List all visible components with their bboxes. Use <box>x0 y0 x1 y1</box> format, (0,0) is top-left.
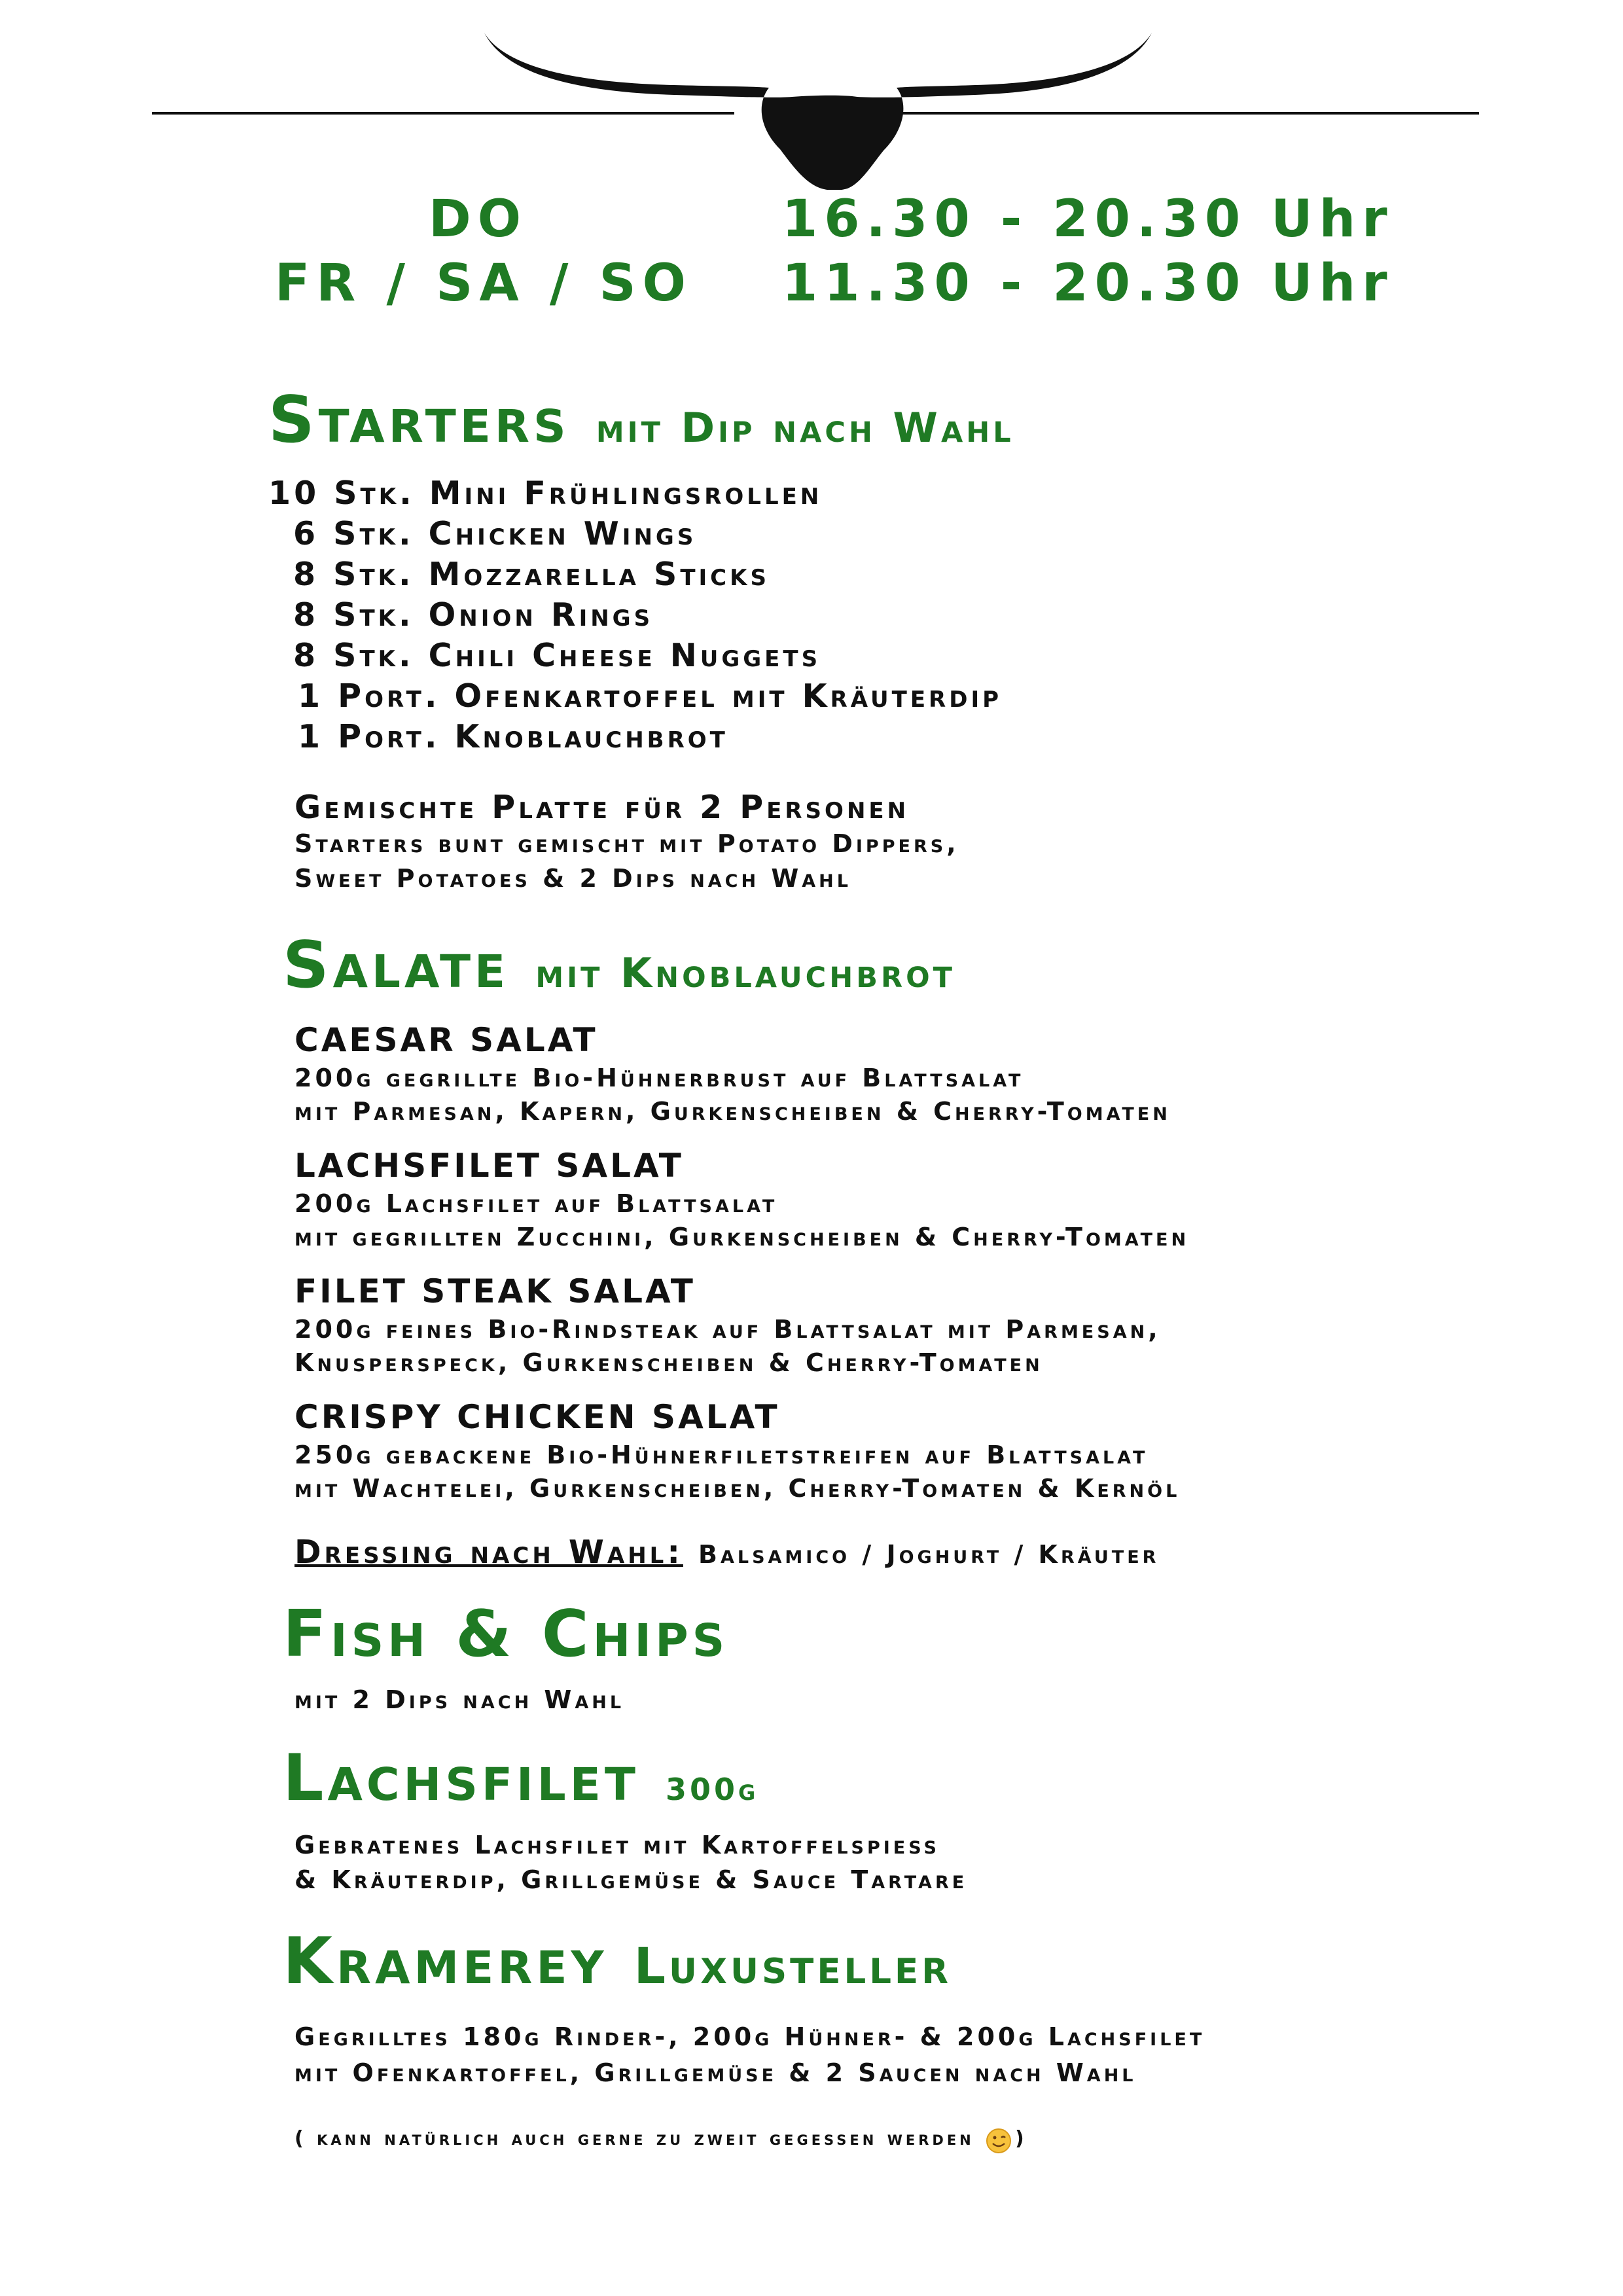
kramerey-heading <box>283 1924 952 1999</box>
starters-heading <box>268 383 1014 457</box>
starter-item: 8 Stk. Onion Rings <box>293 596 654 634</box>
fish-title: Fish & Chips <box>283 1597 729 1672</box>
starter-item: 10 Stk. Mini Frühlingsrollen <box>268 475 823 512</box>
platter-desc: Sweet Potatoes & 2 Dips nach Wahl <box>294 864 851 893</box>
starter-item: 8 Stk. Chili Cheese Nuggets <box>293 637 821 674</box>
dish-desc: 200g feines Bio-Rindsteak auf Blattsalat mit Parmesan, <box>294 1315 1161 1344</box>
fish-desc: mit 2 Dips nach Wahl <box>294 1685 625 1714</box>
lachs-weight: 300g <box>666 1772 759 1807</box>
lachs-title: Lachsfilet <box>283 1741 639 1816</box>
starter-item: 6 Stk. Chicken Wings <box>293 515 697 552</box>
dressing-options: Balsamico / Joghurt / Kräuter <box>698 1540 1160 1569</box>
hours-days-2: FR / SA / SO <box>275 254 692 313</box>
lachs-desc: & Kräuterdip, Grillgemüse & Sauce Tartare <box>294 1865 968 1894</box>
dish-desc: Knusperspeck, Gurkenscheiben & Cherry-Tomaten <box>294 1348 1043 1377</box>
kramerey-subtitle: Luxusteller <box>633 1937 952 1995</box>
kramerey-desc: Gegrilltes 180g Rinder-, 200g Hühner- & 200g Lachsfilet <box>294 2022 1205 2051</box>
salate-subtitle: mit Knoblauchbrot <box>535 949 955 997</box>
dressing-line <box>294 1534 1159 1571</box>
dish-desc: mit Parmesan, Kapern, Gurkenscheiben & Cherry-Tomaten <box>294 1097 1171 1126</box>
starters-subtitle: mit Dip nach Wahl <box>596 404 1014 452</box>
lachs-desc: Gebratenes Lachsfilet mit Kartoffelspiess <box>294 1831 940 1859</box>
starter-item: 8 Stk. Mozzarella Sticks <box>293 556 770 593</box>
dish-name: LACHSFILET SALAT <box>294 1147 684 1185</box>
dish-name: CRISPY CHICKEN SALAT <box>294 1398 780 1436</box>
salate-heading <box>283 928 955 1003</box>
kramerey-note: ( kann natürlich auch gerne zu zweit gegessen werden <box>294 2127 974 2150</box>
dish-desc: 250g gebackene Bio-Hühnerfiletstreifen auf Blattsalat <box>294 1441 1149 1469</box>
dish-name: FILET STEAK SALAT <box>294 1272 696 1310</box>
platter-desc: Starters bunt gemischt mit Potato Dippers, <box>294 829 959 858</box>
lachs-heading <box>283 1741 758 1816</box>
hours-time-1: 16.30 - 20.30 Uhr <box>782 190 1394 249</box>
starters-title: Starters <box>268 383 570 457</box>
smiley-icon <box>986 2128 1012 2157</box>
starter-item: 1 Port. Knoblauchbrot <box>298 718 728 755</box>
hours-days-1: DO <box>429 190 528 249</box>
starter-item: 1 Port. Ofenkartoffel mit Kräuterdip <box>298 677 1003 715</box>
dressing-label: Dressing nach Wahl: <box>294 1534 683 1571</box>
platter-name: Gemischte Platte für 2 Personen <box>294 789 910 826</box>
kramerey-note-line <box>294 2127 1027 2157</box>
kramerey-note-end: ) <box>1014 2127 1027 2150</box>
dish-desc: 200g gegrillte Bio-Hühnerbrust auf Blattsalat <box>294 1064 1024 1092</box>
hours-time-2: 11.30 - 20.30 Uhr <box>782 254 1394 313</box>
bull-horns-icon <box>478 20 1158 190</box>
dish-desc: mit Wachtelei, Gurkenscheiben, Cherry-Tomaten & Kernöl <box>294 1474 1181 1503</box>
salate-title: Salate <box>283 928 510 1003</box>
dish-desc: mit gegrillten Zucchini, Gurkenscheiben & Cherry-Tomaten <box>294 1223 1190 1251</box>
kramerey-title: Kramerey <box>283 1924 608 1999</box>
dish-desc: 200g Lachsfilet auf Blattsalat <box>294 1189 778 1218</box>
dish-name: CAESAR SALAT <box>294 1021 598 1059</box>
kramerey-desc: mit Ofenkartoffel, Grillgemüse & 2 Saucen nach Wahl <box>294 2058 1137 2087</box>
